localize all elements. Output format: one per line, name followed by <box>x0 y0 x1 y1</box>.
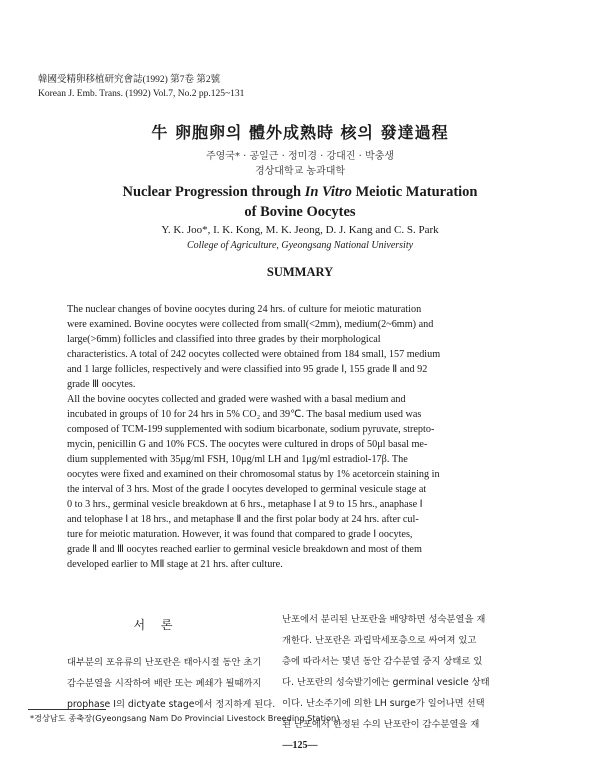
footnote: *경상남도 종축장(Gyeongsang Nam Do Provincial Livestock Breeding Station) <box>30 713 340 723</box>
abstract-line: and telophase Ⅰ at 18 hrs., and metaphase Ⅱ and the first polar body at 24 hrs. after cul- <box>67 514 419 525</box>
introduction-line: prophase Ⅰ의 dictyate stage에서 정지하게 된다. <box>67 699 276 710</box>
introduction-line: 층에 따라서는 몇년 동안 감수분열 중지 상태로 있 <box>282 656 483 667</box>
abstract-line: ture for meiotic maturation. However, it was found that compared to grade Ⅰ oocytes, <box>67 529 413 540</box>
journal-header-english: Korean J. Emb. Trans. (1992) Vol.7, No.2 pp.125~131 <box>38 89 245 99</box>
journal-header-korean: 韓國受精卵移植研究會誌(1992) 第7卷 第2號 <box>38 75 221 85</box>
abstract-line: grade Ⅱ and Ⅲ oocytes reached earlier to germinal vesicle breakdown and most of them <box>67 544 422 555</box>
abstract-line: The nuclear changes of bovine oocytes during 24 hrs. of culture for meiotic maturation <box>67 304 422 315</box>
introduction-heading: 서 론 <box>133 618 179 632</box>
journal-header <box>38 73 244 101</box>
footnote-divider <box>28 709 106 710</box>
abstract-line: were examined. Bovine oocytes were collected from small(<2mm), medium(2~6mm) and <box>67 319 434 330</box>
korean-authors: 주영국* · 공일근 · 정미경 · 강대진 · 박충생 <box>205 151 395 162</box>
abstract-line: large(>6mm) follicles and classified into three grades by their morphological <box>67 334 381 345</box>
introduction-line: 된 난포에서 한정된 수의 난포란이 감수분열을 재 <box>282 719 480 730</box>
page-number: —125— <box>282 740 318 751</box>
introduction-line: 감수분열을 시작하여 배란 또는 폐쇄가 될때까지 <box>67 678 262 689</box>
abstract-line: developed earlier to MⅡ stage at 21 hrs. after culture. <box>67 559 283 570</box>
introduction-line: 개한다. 난포란은 과립막세포층으로 싸여져 있고 <box>282 635 477 646</box>
summary-heading: SUMMARY <box>266 265 334 279</box>
korean-affiliation: 경상대학교 농과대학 <box>254 166 346 177</box>
introduction-line: 이다. 난소주기에 의한 LH surge가 일어나면 선택 <box>282 698 485 709</box>
abstract-line: characteristics. A total of 242 oocytes collected were obtained from 184 small, 157 medium <box>67 349 441 360</box>
abstract-body <box>67 302 537 572</box>
introduction-line: 대부분의 포유류의 난포란은 태아시절 동안 초기 <box>67 657 262 668</box>
abstract-line: dium supplemented with 35μg/ml FSH, 10μg/ml LH and 1μg/ml estradiol-17β. The <box>67 454 408 465</box>
korean-title: 牛 卵胞卵의 體外成熟時 核의 發達過程 <box>151 123 449 142</box>
abstract-line: 0 to 3 hrs., germinal vesicle breakdown at 6 hrs., metaphase Ⅰ at 9 to 15 hrs., anaphase Ⅰ <box>67 499 423 510</box>
abstract-line: mycin, penicillin G and 10% FCS. The oocytes were cultured in drops of 50μl basal me- <box>67 439 428 450</box>
abstract-line: All the bovine oocytes collected and graded were washed with a basal medium and <box>67 394 406 405</box>
abstract-line: composed of TCM-199 supplemented with sodium bicarbonate, sodium pyruvate, strepto- <box>67 424 435 435</box>
english-title <box>0 182 600 222</box>
english-title-line2: of Bovine Oocytes <box>244 204 356 220</box>
abstract-line: and 1 large follicles, respectively and were classified into 95 grade Ⅰ, 155 grade Ⅱ and 92 <box>67 364 428 375</box>
abstract-line: grade Ⅲ oocytes. <box>67 379 136 390</box>
english-title-line1: Nuclear Progression through In Vitro Meiotic Maturation <box>122 184 478 200</box>
abstract-line: the interval of 3 hrs. Most of the grade Ⅰ oocytes developed to germinal vesicule stage at <box>67 484 427 495</box>
english-authors: Y. K. Joo*, I. K. Kong, M. K. Jeong, D. J. Kang and C. S. Park <box>161 224 439 236</box>
introduction-line: 난포에서 분리된 난포란을 배양하면 성숙분열을 재 <box>282 614 486 625</box>
abstract-line: oocytes were fixed and examined on their chromosomal status by 1% acetorcein staining in <box>67 469 440 480</box>
introduction-line: 다. 난포란의 성숙발기에는 germinal vesicle 상태 <box>282 677 490 688</box>
abstract-line: incubated in groups of 10 for 24 hrs in 5% CO₂ and 39℃. The basal medium used was <box>67 409 422 420</box>
english-affiliation: College of Agriculture, Gyeongsang National University <box>186 240 414 251</box>
introduction-left-column <box>67 652 275 715</box>
